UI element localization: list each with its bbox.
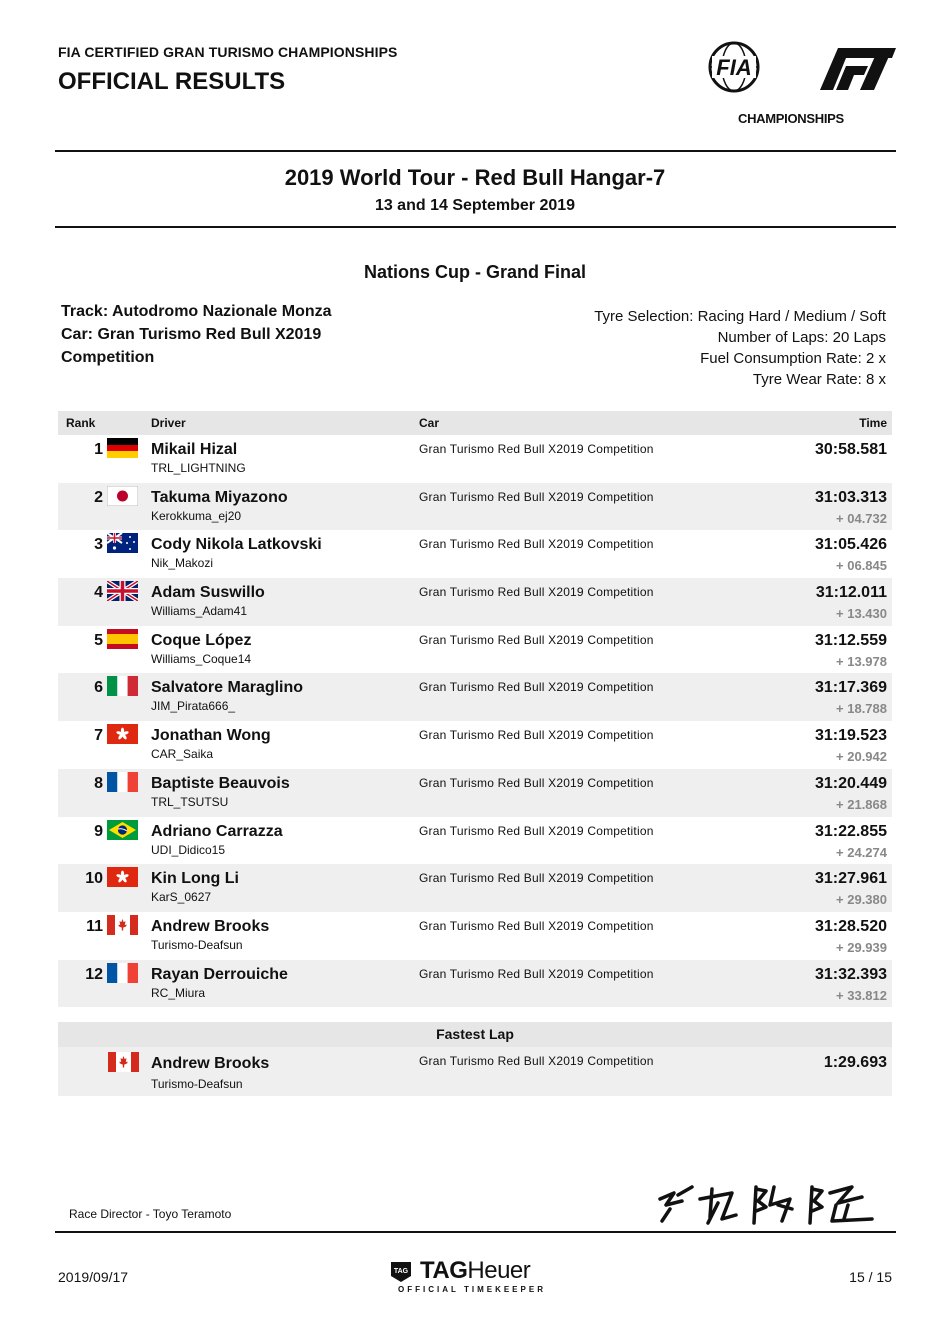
- car-model: Gran Turismo Red Bull X2019 Competition: [419, 728, 654, 743]
- flag-cell: [103, 721, 151, 769]
- hongkong-flag-icon: [107, 724, 151, 749]
- canada-flag-icon: [107, 915, 151, 940]
- footer-date: 2019/09/17: [58, 1269, 129, 1285]
- car-name-cont: Competition: [61, 349, 155, 366]
- results-table: [58, 411, 892, 1007]
- championships-label: CHAMPIONSHIPS: [738, 111, 844, 126]
- driver-cell: [151, 960, 419, 1008]
- race-settings: [594, 306, 886, 390]
- spain-flag-icon: [107, 629, 151, 654]
- tyre-selection: Tyre Selection: Racing Hard / Medium / Soft: [594, 308, 886, 325]
- car-name: Car: Gran Turismo Red Bull X2019: [61, 326, 322, 343]
- rank-cell: 1: [94, 441, 103, 458]
- car-cell: [419, 864, 749, 912]
- rank-cell: 4: [58, 578, 103, 626]
- driver-tag: Kerokkuma_ej20: [151, 508, 242, 523]
- car-model: Gran Turismo Red Bull X2019 Competition: [419, 918, 654, 933]
- gap-to-leader: + 24.274: [836, 844, 887, 860]
- car-model: Gran Turismo Red Bull X2019 Competition: [419, 442, 654, 456]
- car-cell: [419, 769, 749, 817]
- rank-cell: 3: [94, 536, 103, 554]
- time-cell: [749, 626, 892, 674]
- car-cell: [419, 530, 749, 578]
- car-model: Gran Turismo Red Bull X2019 Competition: [419, 680, 654, 695]
- time-cell: [749, 435, 892, 483]
- car-model: Gran Turismo Red Bull X2019 Competition: [419, 537, 654, 552]
- rank-cell: 9: [94, 822, 103, 840]
- time-cell: [749, 673, 892, 721]
- rank-header: Rank: [58, 411, 151, 435]
- table-row: [58, 435, 892, 483]
- car-model: Gran Turismo Red Bull X2019 Competition: [419, 966, 654, 981]
- car-header: Car: [419, 411, 749, 435]
- australia-flag-icon: [107, 533, 151, 558]
- gap-to-leader: + 04.732: [836, 510, 887, 526]
- time-header: Time: [749, 411, 892, 435]
- track-name: Track: Autodromo Nazionale Monza: [61, 303, 332, 320]
- tagheuer-heuer: Heuer: [467, 1257, 531, 1284]
- header-divider: [55, 150, 896, 152]
- car-cell: [419, 960, 749, 1008]
- fastest-lap-tag: Turismo-Deafsun: [151, 1077, 243, 1091]
- gap-to-leader: + 33.812: [836, 987, 887, 1003]
- gap-to-leader: + 29.939: [836, 939, 887, 955]
- fuel-rate: Fuel Consumption Rate: 2 x: [700, 350, 886, 367]
- flag-cell: [103, 960, 151, 1008]
- gap-to-leader: + 06.845: [836, 558, 887, 574]
- table-row: [58, 864, 892, 912]
- fia-gt-logo-icon: [700, 38, 900, 108]
- tyre-wear-rate: Tyre Wear Rate: 8 x: [752, 371, 886, 388]
- car-cell: [419, 912, 749, 960]
- car-cell: [419, 483, 749, 531]
- table-row: [58, 483, 892, 531]
- car-model: Gran Turismo Red Bull X2019 Competition: [419, 632, 654, 647]
- total-time: 31:27.961: [814, 870, 887, 888]
- flag-cell: [103, 483, 151, 531]
- time-cell: [749, 864, 892, 912]
- table-row: [58, 721, 892, 769]
- driver-name: Salvatore Maraglino: [151, 679, 304, 697]
- driver-cell: [151, 721, 419, 769]
- driver-tag: RC_Miura: [151, 985, 206, 1000]
- japan-flag-icon: [107, 486, 151, 511]
- gap-to-leader: + 18.788: [836, 701, 887, 717]
- total-time: 31:17.369: [814, 679, 887, 697]
- gap-to-leader: + 21.868: [836, 796, 887, 812]
- car-cell: [419, 435, 749, 483]
- tagheuer-logo: [390, 1259, 565, 1299]
- car-cell: [419, 817, 749, 865]
- tagheuer-tag: TAG: [420, 1257, 468, 1284]
- table-row: [58, 673, 892, 721]
- driver-tag: JIM_Pirata666_: [151, 699, 236, 714]
- time-cell: [749, 912, 892, 960]
- uk-flag-icon: [107, 581, 151, 606]
- flag-cell: [103, 578, 151, 626]
- signature-icon: [652, 1175, 892, 1231]
- car-model: Gran Turismo Red Bull X2019 Competition: [419, 489, 654, 504]
- flag-cell: [103, 530, 151, 578]
- driver-tag: Nik_Makozi: [151, 556, 214, 571]
- italy-flag-icon: [107, 676, 151, 701]
- gap-to-leader: + 13.978: [836, 653, 887, 669]
- driver-cell: [151, 864, 419, 912]
- driver-tag: CAR_Saika: [151, 747, 214, 762]
- org-label: FIA CERTIFIED GRAN TURISMO CHAMPIONSHIPS: [58, 44, 398, 60]
- rank-cell: 5: [94, 631, 103, 649]
- driver-name: Adam Suswillo: [151, 584, 265, 602]
- tagheuer-wordmark: [420, 1257, 530, 1285]
- rank-cell: 7: [94, 727, 103, 745]
- time-cell: [749, 721, 892, 769]
- driver-name: Cody Nikola Latkovski: [151, 536, 322, 554]
- total-time: 31:03.313: [814, 488, 887, 506]
- time-cell: [749, 578, 892, 626]
- car-model: Gran Turismo Red Bull X2019 Competition: [419, 823, 654, 838]
- gap-to-leader: + 29.380: [836, 892, 887, 908]
- rank-cell: 12: [58, 960, 103, 1008]
- brazil-flag-icon: [107, 820, 151, 845]
- fastest-lap-row: [58, 1047, 892, 1096]
- car-cell: [419, 721, 749, 769]
- car-model: Gran Turismo Red Bull X2019 Competition: [419, 585, 654, 600]
- driver-cell: [151, 483, 419, 531]
- canada-flag-icon: [108, 1052, 139, 1077]
- driver-cell: [151, 578, 419, 626]
- driver-cell: [151, 530, 419, 578]
- driver-cell: [151, 769, 419, 817]
- fia-logo-text: FIA: [716, 55, 752, 80]
- driver-name: Rayan Derrouiche: [151, 965, 288, 983]
- total-time: 31:12.011: [815, 584, 887, 602]
- flag-cell: [103, 673, 151, 721]
- driver-cell: [151, 626, 419, 674]
- driver-header: Driver: [151, 411, 419, 435]
- driver-tag: Williams_Coque14: [151, 651, 252, 666]
- total-time: 31:28.520: [814, 917, 887, 935]
- footer-divider: [55, 1231, 896, 1233]
- table-row: [58, 578, 892, 626]
- session-title: Nations Cup - Grand Final: [363, 262, 586, 282]
- driver-name: Mikail Hizal: [151, 441, 238, 458]
- germany-flag-icon: [107, 438, 151, 463]
- gap-to-leader: + 13.430: [836, 606, 887, 622]
- rank-cell: 10: [58, 864, 103, 912]
- flag-cell: [103, 435, 151, 483]
- tagheuer-badge-icon: [390, 1261, 412, 1283]
- driver-name: Takuma Miyazono: [151, 488, 288, 506]
- fastest-lap-heading: Fastest Lap: [58, 1022, 892, 1047]
- fastest-lap-car: Gran Turismo Red Bull X2019 Competition: [419, 1054, 654, 1068]
- gap-to-leader: + 20.942: [836, 749, 887, 765]
- flag-cell: [103, 912, 151, 960]
- table-row: [58, 912, 892, 960]
- car-cell: [419, 578, 749, 626]
- driver-cell: [151, 912, 419, 960]
- france-flag-icon: [107, 963, 151, 988]
- france-flag-icon: [107, 772, 151, 797]
- time-cell: [749, 769, 892, 817]
- total-time: 31:22.855: [814, 822, 887, 840]
- hongkong-flag-icon: [107, 867, 151, 892]
- rank-cell: 11: [86, 917, 103, 935]
- driver-tag: TRL_LIGHTNING: [151, 461, 246, 475]
- fastest-lap-time: 1:29.693: [823, 1054, 887, 1071]
- driver-name: Andrew Brooks: [151, 917, 270, 935]
- total-time: 31:19.523: [814, 727, 887, 745]
- driver-tag: UDI_Didico15: [151, 842, 226, 857]
- event-date: 13 and 14 September 2019: [374, 197, 576, 214]
- race-director: Race Director - Toyo Teramoto: [69, 1207, 232, 1221]
- table-row: [58, 817, 892, 865]
- driver-name: Adriano Carrazza: [151, 822, 283, 840]
- page-number: 15 / 15: [849, 1269, 892, 1285]
- time-cell: [749, 960, 892, 1008]
- track-info: [61, 300, 332, 369]
- flag-cell: [103, 817, 151, 865]
- rank-cell: 2: [58, 483, 103, 531]
- car-cell: [419, 626, 749, 674]
- time-cell: [749, 483, 892, 531]
- car-model: Gran Turismo Red Bull X2019 Competition: [419, 775, 654, 790]
- rank-cell: 8: [58, 769, 103, 817]
- rank-cell: 6: [58, 673, 103, 721]
- table-row: [58, 626, 892, 674]
- driver-name: Jonathan Wong: [151, 727, 271, 745]
- driver-tag: Turismo-Deafsun: [151, 937, 243, 952]
- car-cell: [419, 673, 749, 721]
- driver-name: Baptiste Beauvois: [151, 774, 290, 792]
- driver-name: Coque López: [151, 631, 252, 649]
- official-timekeeper: OFFICIAL TIMEKEEPER: [398, 1285, 546, 1294]
- event-divider: [55, 226, 896, 228]
- logos: [700, 38, 900, 130]
- driver-cell: [151, 435, 419, 483]
- total-time: 30:58.581: [814, 441, 887, 458]
- total-time: 31:12.559: [814, 631, 887, 649]
- driver-name: Kin Long Li: [151, 870, 239, 888]
- time-cell: [749, 817, 892, 865]
- car-model: Gran Turismo Red Bull X2019 Competition: [419, 871, 654, 886]
- flag-cell: [103, 864, 151, 912]
- time-cell: [749, 530, 892, 578]
- driver-tag: TRL_TSUTSU: [151, 794, 229, 809]
- total-time: 31:20.449: [814, 774, 887, 792]
- page-title: OFFICIAL RESULTS: [58, 68, 286, 95]
- number-of-laps: Number of Laps: 20 Laps: [717, 329, 886, 346]
- total-time: 31:05.426: [814, 536, 887, 554]
- table-row: [58, 530, 892, 578]
- flag-cell: [103, 769, 151, 817]
- driver-tag: Williams_Adam41: [151, 604, 248, 619]
- driver-tag: KarS_0627: [151, 890, 212, 905]
- driver-cell: [151, 673, 419, 721]
- table-row: [58, 769, 892, 817]
- total-time: 31:32.393: [814, 965, 887, 983]
- table-row: [58, 960, 892, 1008]
- fastest-lap-driver: Andrew Brooks: [151, 1055, 270, 1072]
- flag-cell: [103, 626, 151, 674]
- tagheuer-badge-text: TAG: [393, 1268, 409, 1275]
- driver-cell: [151, 817, 419, 865]
- event-title: 2019 World Tour - Red Bull Hangar-7: [284, 165, 666, 190]
